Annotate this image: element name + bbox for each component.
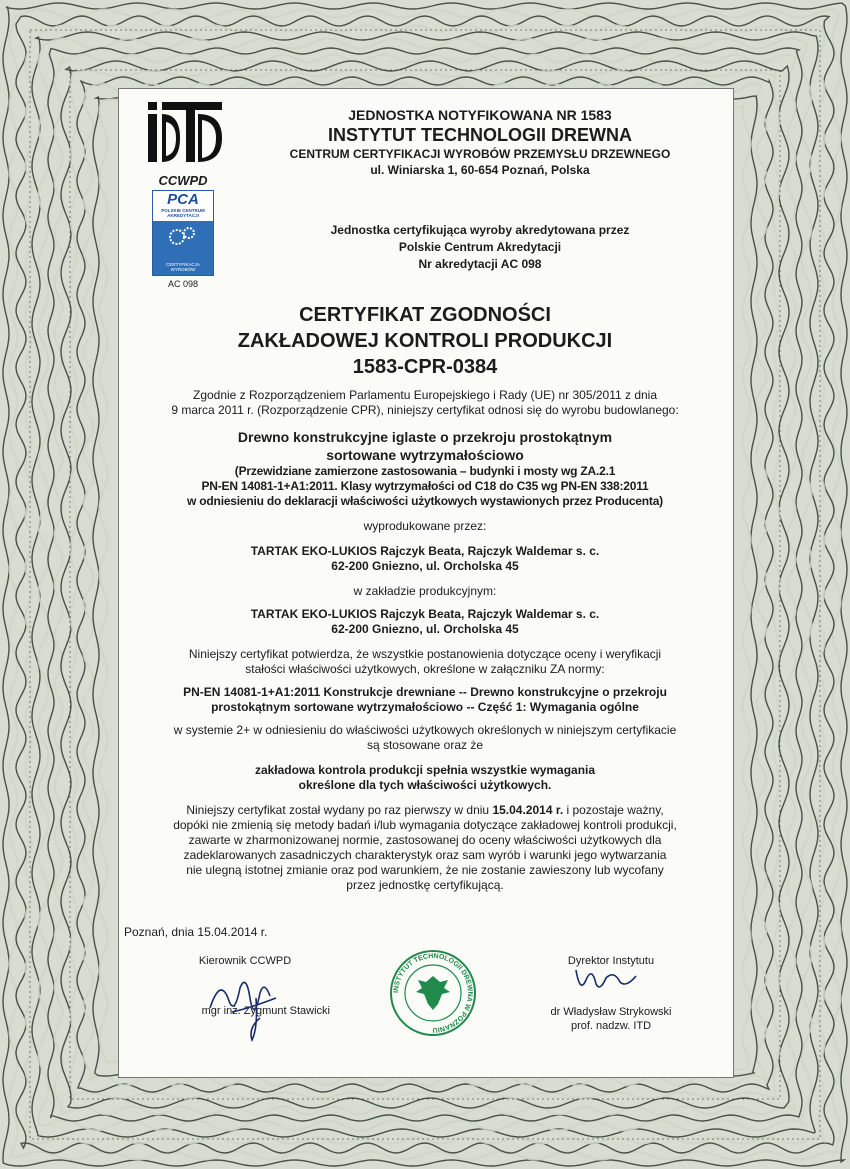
left-role: Kierownik CCWPD xyxy=(198,955,292,967)
centre-name: CENTRUM CERTYFIKACJI WYROBÓW PRZEMYSŁU DRZEWNEGO xyxy=(289,147,671,161)
fpc-1: zakładowa kontrola produkcji spełnia wszystkie wymagania xyxy=(254,763,596,777)
intro-2: 9 marca 2011 r. (Rozporządzenie CPR), niniejszy certyfikat odnosi się do wyrobu budowlanego: xyxy=(171,403,679,417)
produced-by: wyprodukowane przez: xyxy=(363,519,487,533)
valid-1 xyxy=(120,803,730,818)
right-title: prof. nadzw. ITD xyxy=(570,1020,652,1032)
ccwpd-label: CCWPD xyxy=(158,173,208,188)
plant-1: TARTAK EKO-LUKIOS Rajczyk Beata, Rajczyk Waldemar s. c. xyxy=(250,607,600,621)
pca-blue-block xyxy=(153,221,213,275)
product-1: Drewno konstrukcyjne iglaste o przekroju prostokątnym xyxy=(237,429,613,445)
itd-logo-icon xyxy=(146,100,224,164)
title-line-2: ZAKŁADOWEJ KONTROLI PRODUKCJI xyxy=(237,330,613,352)
left-signature-icon xyxy=(200,968,290,1048)
institute-name: INSTYTUT TECHNOLOGII DREWNA xyxy=(328,125,632,145)
logo-column xyxy=(138,100,228,289)
system-2: są stosowane oraz że xyxy=(366,738,484,752)
issuer-header xyxy=(250,106,710,178)
notified-body: JEDNOSTKA NOTYFIKOWANA NR 1583 xyxy=(348,107,612,123)
confirm-2: stałości właściwości użytkowych, określone w załączniku ZA normy: xyxy=(245,662,605,676)
gears-icon xyxy=(153,221,213,251)
norm-1: PN-EN 14081-1+A1:2011 Konstrukcje drewniane -- Drewno konstrukcyjne o przekroju xyxy=(183,685,667,699)
pca-logo xyxy=(152,190,214,276)
valid-1c: i pozostaje ważny, xyxy=(563,803,664,817)
title-line-1: CERTYFIKAT ZGODNOŚCI xyxy=(299,304,551,326)
certificate-title xyxy=(150,302,700,380)
place-date: Poznań, dnia 15.04.2014 r. xyxy=(124,925,268,939)
pca-word: PCA xyxy=(167,191,199,208)
in-plant: w zakładzie produkcyjnym: xyxy=(353,584,497,598)
institute-address: ul. Winiarska 1, 60-654 Poznań, Polska xyxy=(370,163,590,177)
pca-cert-2: WYROBÓW xyxy=(170,267,196,272)
ac-number: AC 098 xyxy=(167,279,199,289)
norm-2: prostokątnym sortowane wytrzymałościowo -- Część 1: Wymagania ogólne xyxy=(211,700,639,714)
maker-2: 62-200 Gniezno, ul. Orcholska 45 xyxy=(331,559,519,573)
valid-2: dopóki nie zmienią się metody badań i/lub wymagania dotyczące zakładowej kontroli produkcji, xyxy=(173,818,677,832)
fpc-2: określone dla tych właściwości użytkowych. xyxy=(298,778,552,792)
product-2: sortowane wytrzymałościowo xyxy=(326,447,524,463)
pca-small-1: POLSKIE CENTRUM xyxy=(161,208,205,213)
use-1: (Przewidziane zamierzone zastosowania – budynki i mosty wg ZA.2.1 xyxy=(234,464,616,478)
certificate-number: 1583-CPR-0384 xyxy=(352,356,498,378)
first-issue-date: 15.04.2014 r. xyxy=(492,803,564,817)
valid-5: nie ulegną istotnej zmianie oraz pod warunkiem, że nie zostanie zawieszony lub wycofany xyxy=(186,863,664,877)
institute-seal-icon xyxy=(388,948,478,1038)
accred-line-2: Polskie Centrum Akredytacji xyxy=(398,240,562,254)
right-role: Dyrektor Instytutu xyxy=(567,955,655,967)
right-name-block xyxy=(536,1005,686,1033)
maker-1: TARTAK EKO-LUKIOS Rajczyk Beata, Rajczyk Waldemar s. c. xyxy=(250,544,600,558)
accred-line-1: Jednostka certyfikująca wyroby akredytowana przez xyxy=(330,223,630,237)
use-2: PN-EN 14081-1+A1:2011. Klasy wytrzymałości od C18 do C35 wg PN-EN 338:2011 xyxy=(201,479,649,493)
confirm-1: Niniejszy certyfikat potwierdza, że wszystkie postanowienia dotyczące oceny i weryfikacji xyxy=(188,647,662,661)
intro-1: Zgodnie z Rozporządzeniem Parlamentu Europejskiego i Rady (UE) nr 305/2011 z dnia xyxy=(192,388,658,402)
left-name: mgr inż. Zygmunt Stawicki xyxy=(201,1005,330,1017)
valid-3: zawarte w zharmonizowanej normie, zastosowanej do oceny właściwości użytkowych dla xyxy=(188,833,662,847)
accred-line-3: Nr akredytacji AC 098 xyxy=(418,257,542,271)
seal-text: INSTYTUT TECHNOLOGII DREWNA W POZNANIU xyxy=(392,952,474,1034)
valid-6: przez jednostkę certyfikującą. xyxy=(346,878,504,892)
valid-4: zadeklarowanych zasadniczych charakterystyk oraz sam wyrób i warunki jego wytwarzania xyxy=(183,848,667,862)
right-name: dr Władysław Strykowski xyxy=(550,1006,672,1018)
valid-1a: Niniejszy certyfikat został wydany po raz pierwszy w dniu xyxy=(186,803,493,817)
pca-small-2: AKREDYTACJI xyxy=(167,213,199,218)
accreditation-block xyxy=(280,222,680,273)
system-1: w systemie 2+ w odniesieniu do właściwości użytkowych określonych w niniejszym certyfikacie xyxy=(173,723,677,737)
right-signature-icon xyxy=(570,960,650,1000)
use-3: w odniesieniu do deklaracji właściwości użytkowych wystawionych przez Producenta) xyxy=(187,494,663,508)
certificate-body xyxy=(120,388,730,893)
plant-2: 62-200 Gniezno, ul. Orcholska 45 xyxy=(331,622,519,636)
pca-cert-1: CERTYFIKACJA xyxy=(166,262,200,267)
